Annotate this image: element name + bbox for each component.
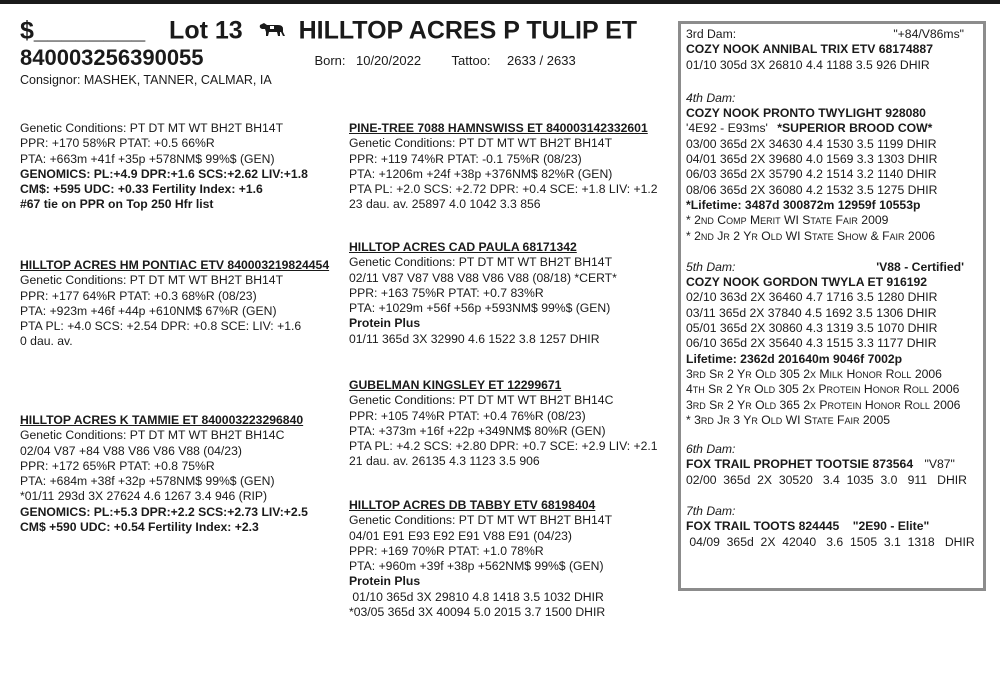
lot-number: Lot 13 bbox=[169, 16, 243, 45]
sixth-dam bbox=[686, 442, 983, 488]
fifth-dam-award: 3rd Sr 2 Yr Old 305 2x Milk Honor Roll 2006 bbox=[686, 366, 942, 381]
sire-sire-line: PPR: +119 74%R PTAT: -0.1 75%R (08/23) bbox=[349, 151, 582, 166]
dam-genomics: GENOMICS: PL:+5.3 DPR:+2.2 SCS:+2.73 LIV:+2.5 bbox=[20, 504, 308, 519]
info-line: Genetic Conditions: PT DT MT WT BH2T BH14T bbox=[20, 121, 284, 135]
dam-sire-line: 21 dau. av. 26135 4.3 1123 3.5 906 bbox=[349, 454, 540, 469]
dam-dam-line: PTA: +960m +39f +38p +562NM$ 99%$ (GEN) bbox=[349, 559, 604, 574]
seventh-dam-name: FOX TRAIL TOOTS 824445 bbox=[686, 519, 840, 534]
fourth-dam bbox=[686, 91, 983, 244]
sire-sire-line: PTA: +1206m +24f +38p +376NM$ 82%R (GEN) bbox=[349, 166, 613, 181]
born-label: Born: bbox=[314, 53, 346, 69]
dam-line: Genetic Conditions: PT DT MT WT BH2T BH14C bbox=[20, 428, 285, 443]
tattoo-value: 2633 / 2633 bbox=[507, 53, 576, 69]
fifth-dam-record: 06/10 365d 2X 35640 4.3 1515 3.3 1177 DHIR bbox=[686, 336, 937, 351]
cm-line: CM$: +595 UDC: +0.33 Fertility Index: +1.6 bbox=[20, 182, 263, 197]
cow-icon bbox=[258, 15, 286, 45]
seventh-dam-score: "2E90 - Elite" bbox=[852, 519, 930, 534]
protein-plus-label: Protein Plus bbox=[349, 574, 421, 589]
sire-line: PTA PL: +4.0 SCS: +2.54 DPR: +0.8 SCE: LIV: +1.6 bbox=[20, 319, 302, 334]
top-rule bbox=[0, 0, 1000, 4]
fifth-dam-award: * 3rd Jr 3 Yr Old WI State Fair 2005 bbox=[686, 412, 891, 427]
born-date: 10/20/2022 bbox=[355, 53, 422, 69]
fourth-dam-award: * 2nd Comp Merit WI State Fair 2009 bbox=[686, 213, 889, 228]
sire-dam-line: PTA: +1029m +56f +56p +593NM$ 99%$ (GEN) bbox=[349, 301, 611, 316]
sire-sire-line: PTA PL: +2.0 SCS: +2.72 DPR: +0.4 SCE: +1.8 LIV: +1.2 bbox=[349, 182, 658, 197]
sire-sire-line: 23 dau. av. 25897 4.0 1042 3.3 856 bbox=[349, 197, 541, 212]
sire-dam-line: 02/11 V87 V87 V88 V88 V86 V88 (08/18) *CERT* bbox=[349, 270, 617, 285]
dam-block bbox=[20, 413, 308, 535]
rank-line: #67 tie on PPR on Top 250 Hfr list bbox=[20, 197, 214, 212]
sire-dam-record: 01/11 365d 3X 32990 4.6 1522 3.8 1257 DHIR bbox=[349, 331, 600, 346]
registration-number: 840003256390055 bbox=[20, 45, 204, 71]
dam-dam-record: *03/05 365d 3X 40094 5.0 2015 3.7 1500 DHIR bbox=[349, 605, 606, 620]
pedigree-box bbox=[678, 21, 986, 591]
lot-title-line bbox=[20, 14, 670, 45]
sire-dam-block bbox=[349, 240, 617, 347]
fifth-dam-lifetime: Lifetime: 2362d 201640m 9046f 7002p bbox=[686, 351, 903, 366]
sixth-dam-record: 02/00 365d 2X 30520 3.4 1035 3.0 911 DHIR bbox=[686, 472, 967, 487]
sire-sire-line: Genetic Conditions: PT DT MT WT BH2T BH14T bbox=[349, 136, 613, 151]
dam-sire-line: PPR: +105 74%R PTAT: +0.4 76%R (08/23) bbox=[349, 408, 586, 423]
seventh-dam bbox=[686, 504, 983, 550]
seventh-dam-label: 7th Dam: bbox=[686, 504, 736, 519]
third-dam-name: COZY NOOK ANNIBAL TRIX ETV 68174887 bbox=[686, 42, 933, 57]
fourth-dam-honor: *SUPERIOR BROOD COW* bbox=[777, 121, 933, 136]
fourth-dam-record: 04/01 365d 2X 39680 4.0 1569 3.3 1303 DHIR bbox=[686, 152, 938, 167]
fifth-dam-score: 'V88 - Certified' bbox=[876, 259, 964, 274]
fourth-dam-name: COZY NOOK PRONTO TWYLIGHT 928080 bbox=[686, 106, 926, 121]
third-dam-record: 01/10 305d 3X 26810 4.4 1188 3.5 926 DHIR bbox=[686, 57, 930, 72]
genomics-line: GENOMICS: PL:+4.9 DPR:+1.6 SCS:+2.62 LIV:+1.8 bbox=[20, 166, 308, 181]
tattoo-label: Tattoo: bbox=[451, 53, 491, 69]
dam-sire-line: Genetic Conditions: PT DT MT WT BH2T BH14C bbox=[349, 393, 614, 408]
info-line: PPR: +170 58%R PTAT: +0.5 66%R bbox=[20, 136, 215, 151]
sire-dam-line: Genetic Conditions: PT DT MT WT BH2T BH14T bbox=[349, 255, 613, 270]
protein-plus-label: Protein Plus bbox=[349, 316, 421, 331]
dam-sire-title: GUBELMAN KINGSLEY ET 12299671 bbox=[349, 378, 562, 392]
dam-dam-line: 04/01 E91 E93 E92 E91 V88 E91 (04/23) bbox=[349, 528, 572, 543]
fourth-dam-label: 4th Dam: bbox=[686, 90, 736, 105]
fourth-dam-award: * 2nd Jr 2 Yr Old WI State Show & Fair 2006 bbox=[686, 228, 936, 243]
sire-line: PPR: +177 64%R PTAT: +0.3 68%R (08/23) bbox=[20, 288, 257, 303]
dam-dam-block bbox=[349, 498, 612, 620]
sire-dam-title: HILLTOP ACRES CAD PAULA 68171342 bbox=[349, 240, 577, 254]
third-dam-score: "+84/V86ms" bbox=[893, 27, 964, 41]
fourth-dam-record: 08/06 365d 2X 36080 4.2 1532 3.5 1275 DHIR bbox=[686, 182, 938, 197]
dam-dam-line: Genetic Conditions: PT DT MT WT BH2T BH14T bbox=[349, 513, 613, 528]
dam-dam-line: PPR: +169 70%R PTAT: +1.0 78%R bbox=[349, 543, 544, 558]
fifth-dam-record: 03/11 365d 2X 37840 4.5 1692 3.5 1306 DHIR bbox=[686, 305, 937, 320]
sire-line: Genetic Conditions: PT DT MT WT BH2T BH14T bbox=[20, 273, 284, 288]
fourth-dam-record: 06/03 365d 2X 35790 4.2 1514 3.2 1140 DHIR bbox=[686, 167, 937, 182]
sire-block bbox=[20, 258, 329, 350]
dam-cm: CM$ +590 UDC: +0.54 Fertility Index: +2.3 bbox=[20, 520, 259, 535]
sire-line: 0 dau. av. bbox=[20, 334, 73, 349]
dam-title: HILLTOP ACRES K TAMMIE ET 840003223296840 bbox=[20, 413, 304, 427]
fifth-dam-record: 02/10 363d 2X 36460 4.7 1716 3.5 1280 DHIR bbox=[686, 290, 938, 305]
sixth-dam-label: 6th Dam: bbox=[686, 442, 736, 457]
third-dam-label: 3rd Dam: bbox=[686, 27, 737, 41]
price-blank: $________ bbox=[20, 16, 146, 45]
sixth-dam-name: FOX TRAIL PROPHET TOOTSIE 873564 bbox=[686, 457, 914, 472]
animal-name: HILLTOP ACRES P TULIP ET bbox=[298, 16, 638, 45]
dam-line: 02/04 V87 +84 V88 V86 V86 V88 (04/23) bbox=[20, 443, 242, 458]
animal-info bbox=[20, 121, 308, 213]
sire-dam-line: PPR: +163 75%R PTAT: +0.7 83%R bbox=[349, 285, 544, 300]
dam-line: *01/11 293d 3X 27624 4.6 1267 3.4 946 (RIP) bbox=[20, 489, 268, 504]
fifth-dam bbox=[686, 260, 983, 428]
info-line: PTA: +663m +41f +35p +578NM$ 99%$ (GEN) bbox=[20, 151, 275, 166]
dam-sire-line: PTA: +373m +16f +22p +349NM$ 80%R (GEN) bbox=[349, 423, 606, 438]
lot-header bbox=[20, 14, 670, 89]
fifth-dam-award: 3rd Sr 2 Yr Old 365 2x Protein Honor Roll 2006 bbox=[686, 397, 961, 412]
fifth-dam-award: 4th Sr 2 Yr Old 305 2x Protein Honor Roll 2006 bbox=[686, 382, 960, 397]
sire-title: HILLTOP ACRES HM PONTIAC ETV 840003219824454 bbox=[20, 258, 330, 272]
fourth-dam-record: 03/00 365d 2X 34630 4.4 1530 3.5 1199 DHIR bbox=[686, 136, 937, 151]
dam-dam-record: 01/10 365d 3X 29810 4.8 1418 3.5 1032 DHIR bbox=[349, 589, 604, 604]
fifth-dam-name: COZY NOOK GORDON TWYLA ET 916192 bbox=[686, 275, 928, 290]
third-dam bbox=[686, 27, 983, 73]
dam-line: PTA: +684m +38f +32p +578NM$ 99%$ (GEN) bbox=[20, 474, 275, 489]
seventh-dam-record: 04/09 365d 2X 42040 3.6 1505 3.1 1318 DHIR bbox=[686, 534, 975, 549]
fourth-dam-lifetime: *Lifetime: 3487d 300872m 12959f 10553p bbox=[686, 197, 921, 212]
sire-sire-block bbox=[349, 121, 658, 213]
fifth-dam-record: 05/01 365d 2X 30860 4.3 1319 3.5 1070 DHIR bbox=[686, 321, 938, 336]
fourth-dam-score: '4E92 - E93ms' bbox=[686, 121, 768, 136]
sire-line: PTA: +923m +46f +44p +610NM$ 67%R (GEN) bbox=[20, 303, 277, 318]
fifth-dam-label: 5th Dam: bbox=[686, 259, 736, 274]
dam-dam-title: HILLTOP ACRES DB TABBY ETV 68198404 bbox=[349, 498, 596, 512]
dam-sire-line: PTA PL: +4.2 SCS: +2.80 DPR: +0.7 SCE: +2.9 LIV: +2.1 bbox=[349, 439, 658, 454]
dam-line: PPR: +172 65%R PTAT: +0.8 75%R bbox=[20, 458, 215, 473]
dam-sire-block bbox=[349, 378, 658, 470]
sixth-dam-score: "V87" bbox=[924, 457, 955, 472]
consignor: Consignor: MASHEK, TANNER, CALMAR, IA bbox=[20, 73, 272, 88]
sire-sire-title: PINE-TREE 7088 HAMNSWISS ET 840003142332601 bbox=[349, 121, 648, 135]
